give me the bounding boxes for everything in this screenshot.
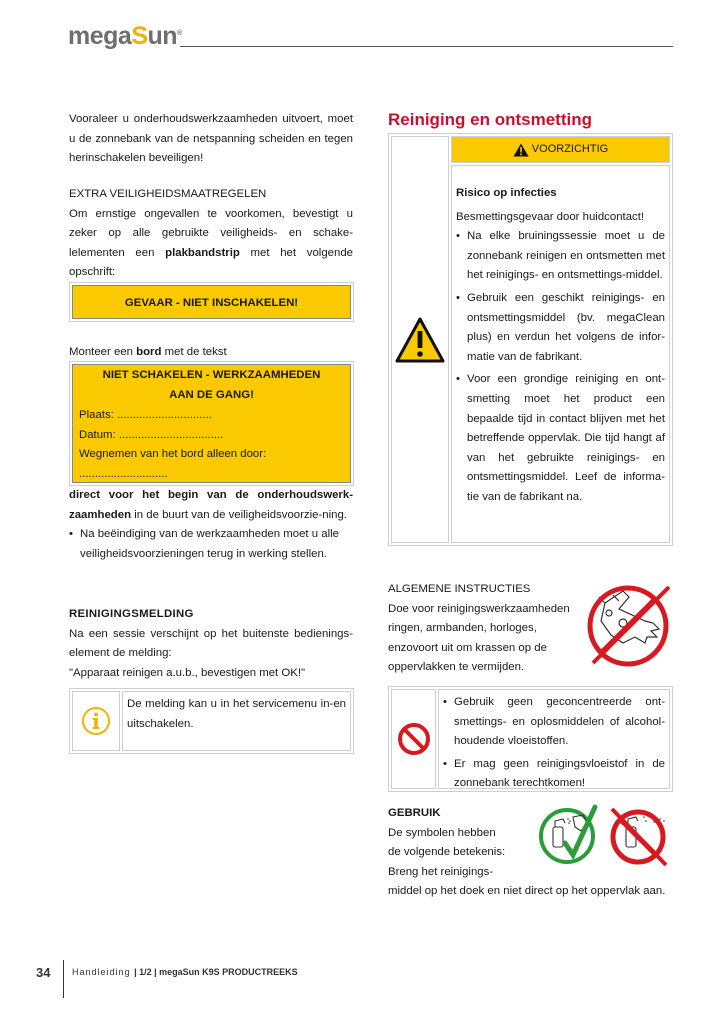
header-rule	[180, 46, 673, 47]
footer-divider	[63, 960, 64, 998]
general-instructions	[388, 580, 588, 678]
usage-line-2: de volgende betekenis:	[388, 846, 506, 859]
prohibition-icon-cell	[391, 689, 436, 789]
cleaning-message-text: Na een sessie verschijnt op het buitenste bedienings-element de melding:	[69, 627, 353, 660]
usage-line-3: Breng het reinigings-	[388, 865, 494, 878]
bullet-item: • Gebruik een geschikt reinigings- en ontsmettingsmiddel (bv. megaClean plus) en verdun het volgens de infor-matie van de fabrikant.	[456, 291, 665, 363]
info-text-cell: De melding kan u in het servicemenu in-en uitschakelen.	[122, 691, 351, 751]
caution-header	[451, 136, 670, 163]
sign-dots: ............................	[79, 467, 168, 480]
caution-body	[451, 165, 670, 543]
bullet-item: • Gebruik geen geconcentreerde ont-smettings- en oplosmiddelen of alcohol-houdende vloeistoffen.	[443, 696, 665, 748]
sign-title-line-1: NIET SCHAKELEN - WERKZAAMHEDEN	[102, 369, 321, 381]
bullet-item: • Na elke bruiningssessie moet u de zonnebank reinigen en ontsmetten met het reinigings- en ontsmettings-middel.	[456, 230, 665, 282]
bullet-item: • Na beëindiging van de werkzaamheden moet u alle veiligheidsvoorzieningen terug in werking stellen.	[69, 528, 339, 560]
sign-remove: Wegnemen van het bord alleen door:	[79, 448, 267, 461]
danger-tape-label: GEVAAR - NIET INSCHAKELEN!	[72, 285, 351, 319]
prohibition-icon	[397, 722, 431, 756]
prohibition-content	[438, 689, 670, 789]
spray-on-cloth-ok-icon	[537, 803, 601, 867]
danger-tape-frame	[69, 282, 354, 322]
sign-place: Plaats: ..............................	[79, 409, 212, 422]
usage-line-1: De symbolen hebben	[388, 826, 496, 839]
extra-safety-title: EXTRA VEILIGHEIDSMAATREGELEN	[69, 188, 267, 200]
cleaning-message-title: REINIGINGSMELDING	[69, 608, 194, 620]
sign-frame	[69, 361, 354, 486]
bullet-item: • Er mag geen reinigingsvloeistof in de zonnebank terechtkomen!	[443, 757, 665, 790]
bullet-item: • Voor een grondige reiniging en ont-smetting moet het product een bepaalde tijd in contact blijven met het betreffende oppervlak. Die tijd hangt af van het gebruikte reinigings- en ontsmettingsmiddel. Leef de informa-tie van de fabrikant na.	[456, 373, 665, 503]
mount-sign-text: Monteer een bord met de tekst	[69, 346, 227, 358]
spray-direct-prohibited-icon	[608, 803, 674, 867]
caution-icon-cell	[391, 136, 449, 543]
cleaning-message-quote: "Apparaat reinigen a.u.b., bevestigen met OK!"	[69, 666, 306, 679]
prohibition-box	[388, 686, 673, 792]
megasun-logo: megaSun®	[68, 22, 182, 50]
caution-content	[451, 136, 670, 543]
usage-title: GEBRUIK	[388, 807, 441, 819]
footer-text: Handleiding | 1/2 | megaSun K9S PRODUCTREEKS	[72, 967, 298, 977]
general-title: ALGEMENE INSTRUCTIES	[388, 583, 531, 595]
sign-box	[72, 364, 351, 483]
small-warning-icon	[513, 143, 529, 157]
cleaning-message-section	[69, 605, 353, 683]
caution-label: VOORZICHTIG	[531, 142, 609, 155]
warning-triangle-icon	[395, 317, 445, 363]
intro-paragraph: Vooraleer u onderhoudswerkzaamheden uitvoert, moet u de zonnebank van de netspanning scheiden en tegen herinschakelen beveiligen!	[69, 113, 353, 165]
section-heading: Reiniging en ontsmetting	[388, 110, 592, 129]
page-number: 34	[36, 965, 51, 980]
general-text: Doe voor reinigingswerkzaamheden ringen, armbanden, horloges, enzovoort uit om krassen op de oppervlakken te vermijden.	[388, 602, 570, 674]
info-icon	[81, 706, 111, 736]
risk-title: Risico op infecties	[456, 187, 557, 199]
caution-box	[388, 133, 673, 546]
usage-line-4: middel op het doek en niet direct op het oppervlak aan.	[388, 885, 666, 898]
extra-safety-text: Om ernstige ongevallen te voorkomen, bevestigt u zeker op alle gebruikte veiligheids- en schake-lelementen een plakbandstrip met het volgende opschrift:	[69, 207, 353, 279]
sign-title-line-2: AAN DE GANG!	[169, 388, 254, 401]
risk-text: Besmettingsgevaar door huidcontact!	[456, 210, 645, 223]
direct-paragraph: direct voor het begin van de onderhoudswerk-zaamheden in de buurt van de veiligheidsvoorzie-ning. • Na beëindiging van de werkzaamheden moet u alle veiligheidsvoorzieningen terug in werking stellen.	[69, 486, 353, 564]
no-jewelry-icon	[583, 583, 673, 669]
info-icon-cell	[72, 691, 120, 751]
extra-safety-section	[69, 185, 353, 283]
info-box	[69, 688, 354, 754]
sign-date: Datum: .................................	[79, 428, 224, 441]
